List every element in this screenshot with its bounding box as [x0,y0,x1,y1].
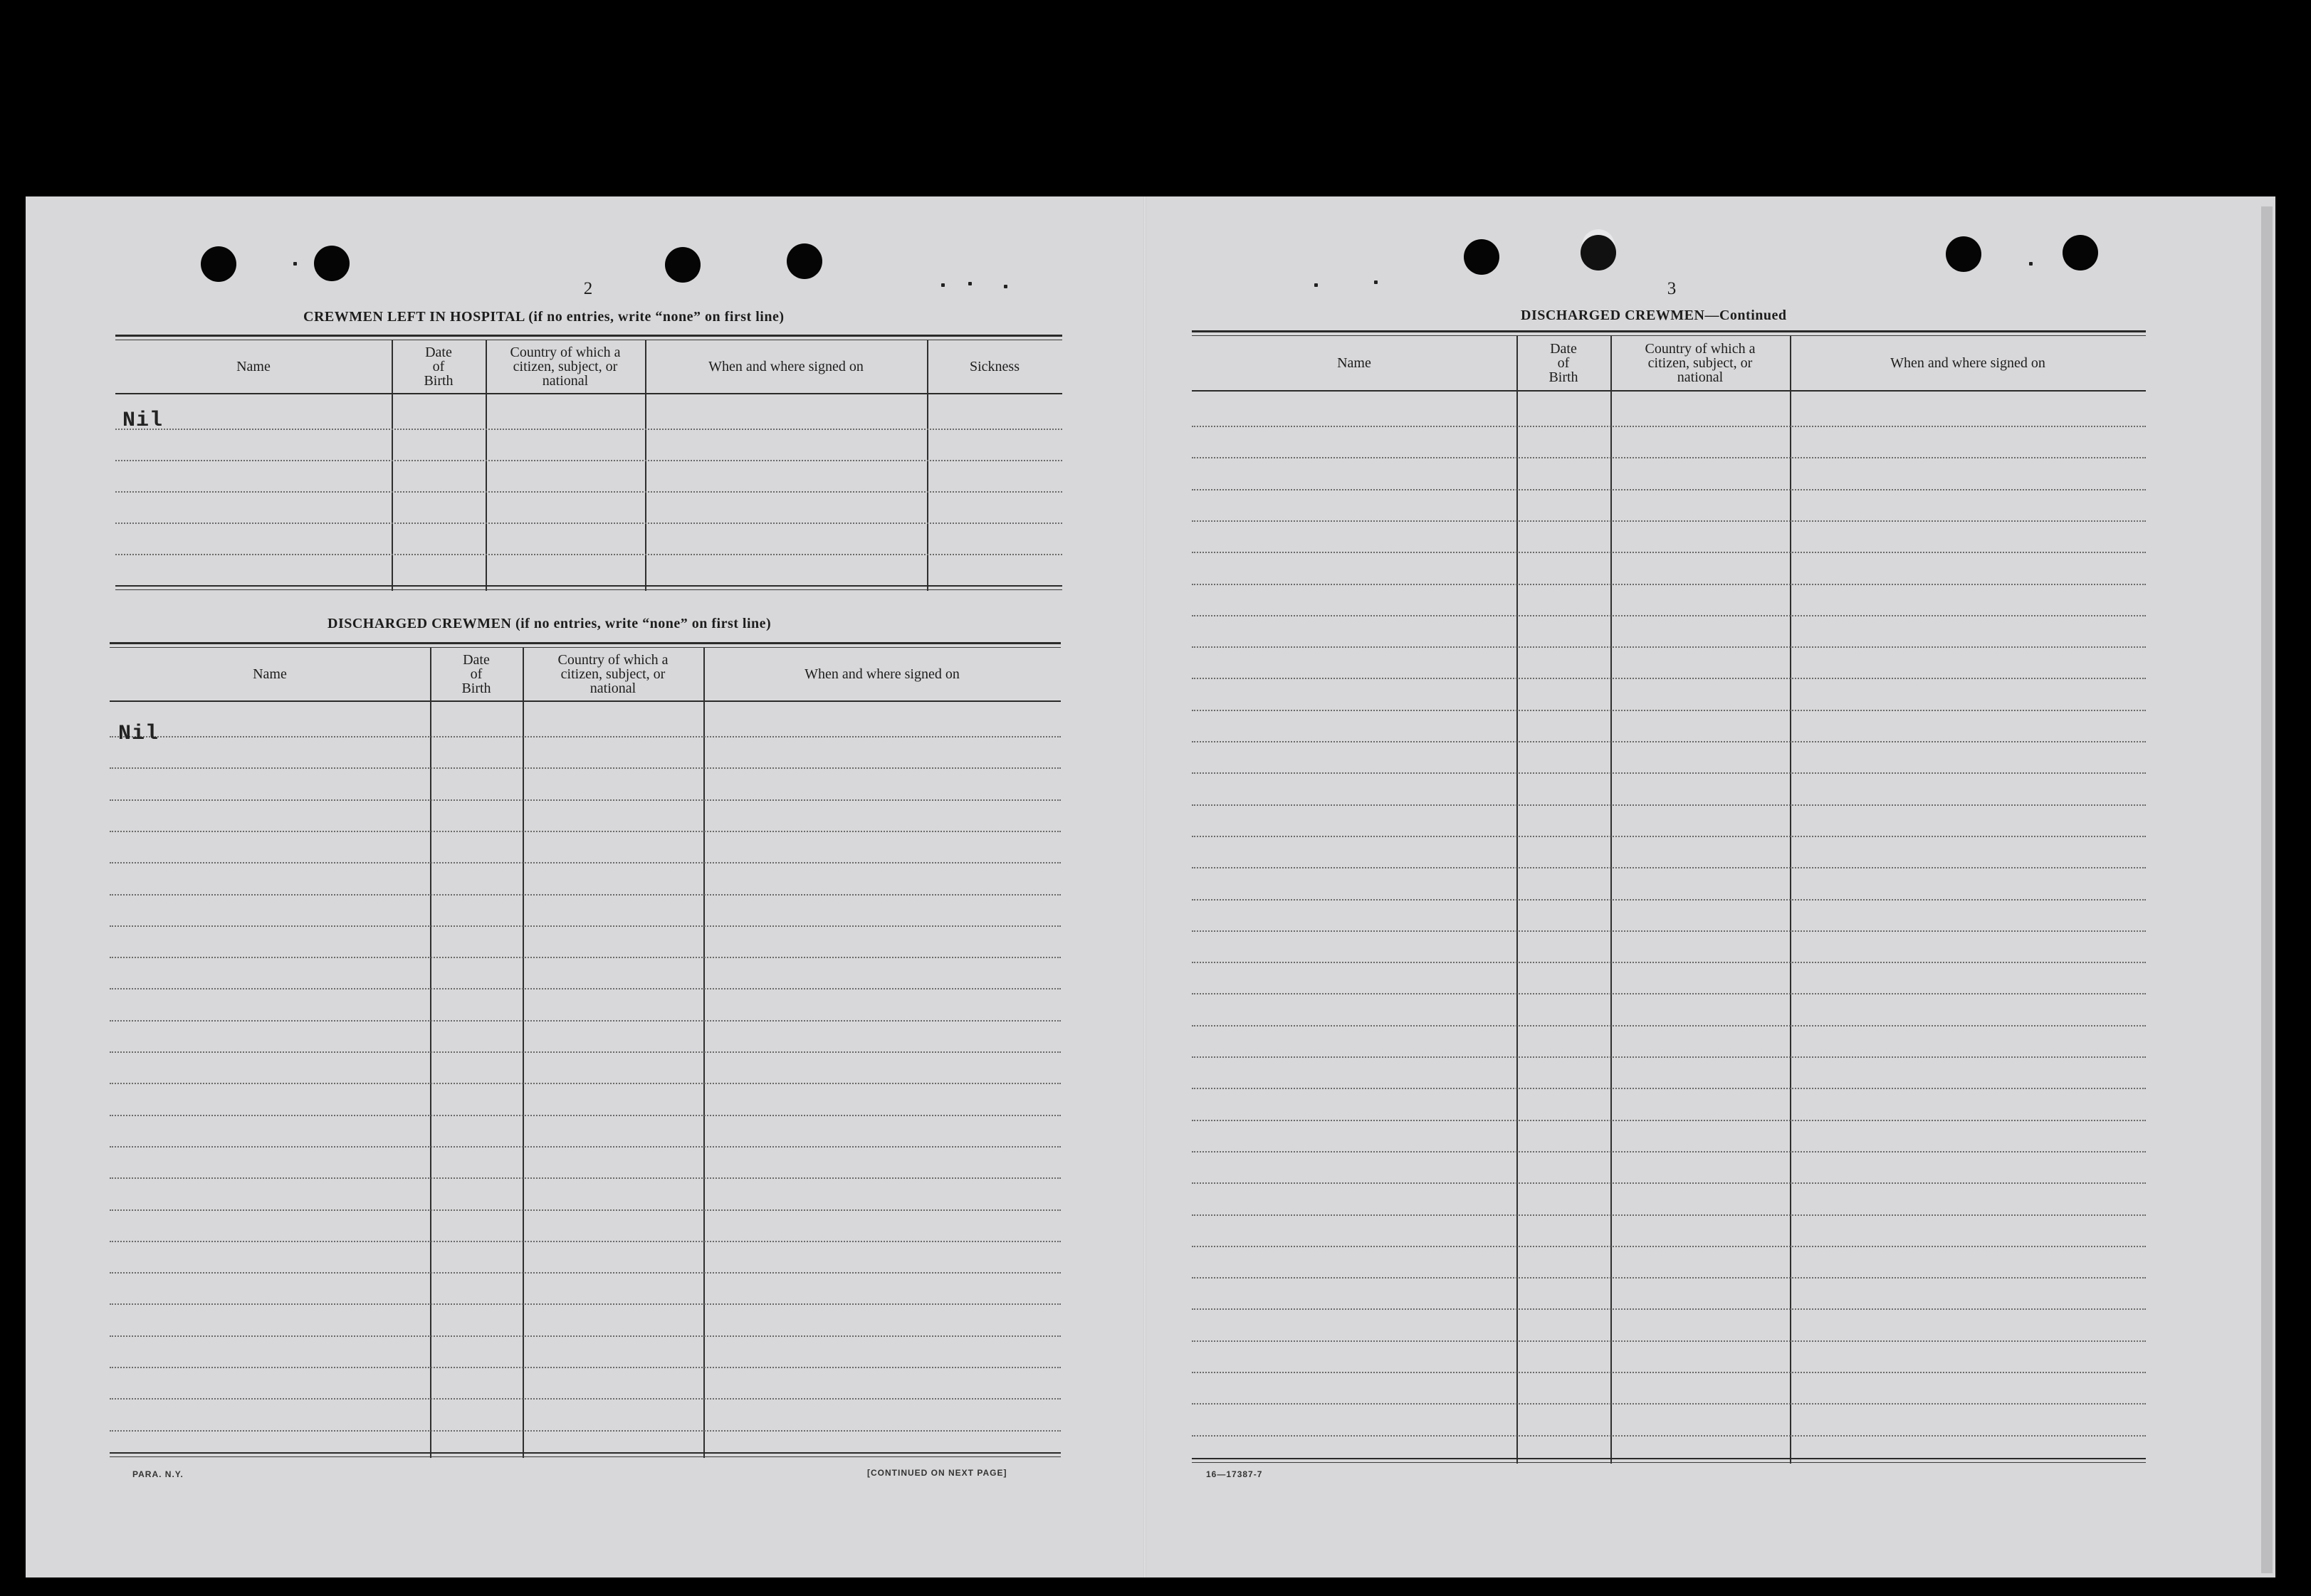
header-country: Country of which a citizen, subject, or national [557,652,669,696]
page-number: 2 [583,279,593,298]
row-line [110,767,1061,769]
punch-hole [1946,236,1981,272]
table-bottom-rule [115,585,1062,587]
table-bottom-rule [110,1452,1061,1454]
row-line [1192,1403,2146,1405]
row-line [1192,1435,2146,1437]
row-line [1192,836,2146,837]
hospital-table [115,335,1062,591]
row-line [110,1115,1061,1116]
discharged-continued-text: DISCHARGED CREWMEN [1521,308,1705,323]
punch-hole [1464,239,1499,275]
row-line [1192,1214,2146,1216]
row-line [1192,1151,2146,1153]
punch-hole [2063,235,2098,271]
row-line [1192,1246,2146,1247]
paper-edge [2261,206,2273,1573]
row-line [110,799,1061,801]
row-line [115,523,1062,524]
row-line [110,1367,1061,1368]
footer-continued: [CONTINUED ON NEXT PAGE] [867,1468,1007,1478]
row-line [110,862,1061,863]
row-line [1192,804,2146,806]
header-sickness: Sickness [970,359,1020,374]
discharged-table [110,642,1061,1459]
row-line [1192,772,2146,774]
row-line [1192,1308,2146,1310]
table-bottom-rule [115,589,1062,590]
punch-hole [665,247,701,283]
row-line [115,429,1062,430]
footer-printer: PARA. N.Y. [132,1469,184,1479]
row-line [110,1430,1061,1432]
row-line [110,1209,1061,1211]
header-date-of-birth: Date of Birth [424,345,454,389]
paper-speck [1004,285,1007,288]
row-line [110,1303,1061,1305]
paper-speck [1314,283,1318,287]
row-line [1192,646,2146,648]
discharged-section-title [327,616,771,632]
row-line [1192,552,2146,553]
punch-hole [787,243,822,279]
table-header-rule [110,700,1061,702]
header-country: Country of which a citizen, subject, or national [1645,341,1756,385]
row-line [1192,615,2146,616]
row-line [1192,1372,2146,1373]
row-line [1192,1025,2146,1027]
hospital-instruction: (if no entries, write “none” on first line) [528,309,785,325]
footer-form-number: 16—17387-7 [1206,1469,1263,1479]
row-line [1192,1340,2146,1342]
table-top-rule [1192,335,2146,336]
row-line [1192,741,2146,742]
row-line [110,1051,1061,1053]
table-header-rule [1192,390,2146,392]
row-line [110,1083,1061,1084]
discharged-entry-nil: Nil [118,722,159,746]
header-date-of-birth: Date of Birth [461,652,491,696]
hospital-title-text: CREWMEN LEFT IN HOSPITAL [303,309,525,325]
row-line [1192,457,2146,458]
row-line [1192,1056,2146,1058]
row-line [1192,710,2146,711]
row-line [1192,993,2146,994]
punch-hole [201,246,236,282]
hospital-section-title [303,309,785,325]
row-line [110,1146,1061,1148]
discharged-instruction: (if no entries, write “none” on first line) [515,616,772,631]
table-bottom-rule [110,1456,1061,1457]
row-line [110,957,1061,958]
row-line [1192,1088,2146,1089]
row-line [1192,930,2146,932]
paper-speck [941,283,945,287]
row-line [1192,426,2146,427]
discharged-continued-title [1521,308,1787,324]
header-date-of-birth: Date of Birth [1548,341,1578,385]
paper-speck [293,262,297,266]
row-line [1192,1120,2146,1121]
header-name: Name [253,666,287,682]
row-line [110,1272,1061,1274]
discharged-continued-table [1192,330,2146,1465]
row-line [110,1020,1061,1022]
table-top-rule [1192,330,2146,332]
row-line [110,1398,1061,1400]
paper-speck [968,282,972,285]
hospital-entry-nil: Nil [122,409,164,433]
continued-suffix: —Continued [1704,308,1787,323]
row-line [110,925,1061,927]
row-line [110,894,1061,896]
table-bottom-rule [1192,1462,2146,1463]
table-header-rule [115,393,1062,394]
row-line [110,1241,1061,1242]
header-name: Name [1337,355,1371,371]
row-line [110,736,1061,737]
punch-hole [314,246,350,281]
row-line [1192,1182,2146,1184]
row-line [1192,489,2146,490]
row-line [115,460,1062,461]
row-line [115,491,1062,493]
table-top-rule [110,642,1061,644]
page-number: 3 [1667,279,1677,298]
row-line [110,1177,1061,1179]
table-top-rule [115,335,1062,337]
paper-speck [1374,280,1378,284]
header-name: Name [236,359,271,374]
row-line [1192,867,2146,868]
header-country: Country of which a citizen, subject, or national [510,345,621,389]
row-line [1192,1277,2146,1279]
row-line [1192,678,2146,679]
row-line [115,554,1062,555]
punch-hole [1581,235,1616,271]
row-line [110,988,1061,989]
header-signed-on: When and where signed on [805,666,960,682]
header-signed-on: When and where signed on [708,359,864,374]
paper-speck [2029,262,2033,266]
table-top-rule [110,647,1061,648]
header-signed-on: When and where signed on [1890,355,2045,371]
row-line [1192,962,2146,963]
row-line [1192,899,2146,901]
row-line [1192,584,2146,585]
table-bottom-rule [1192,1458,2146,1459]
row-line [110,1335,1061,1337]
row-line [110,831,1061,832]
row-line [1192,520,2146,522]
discharged-title-text: DISCHARGED CREWMEN [327,616,512,631]
